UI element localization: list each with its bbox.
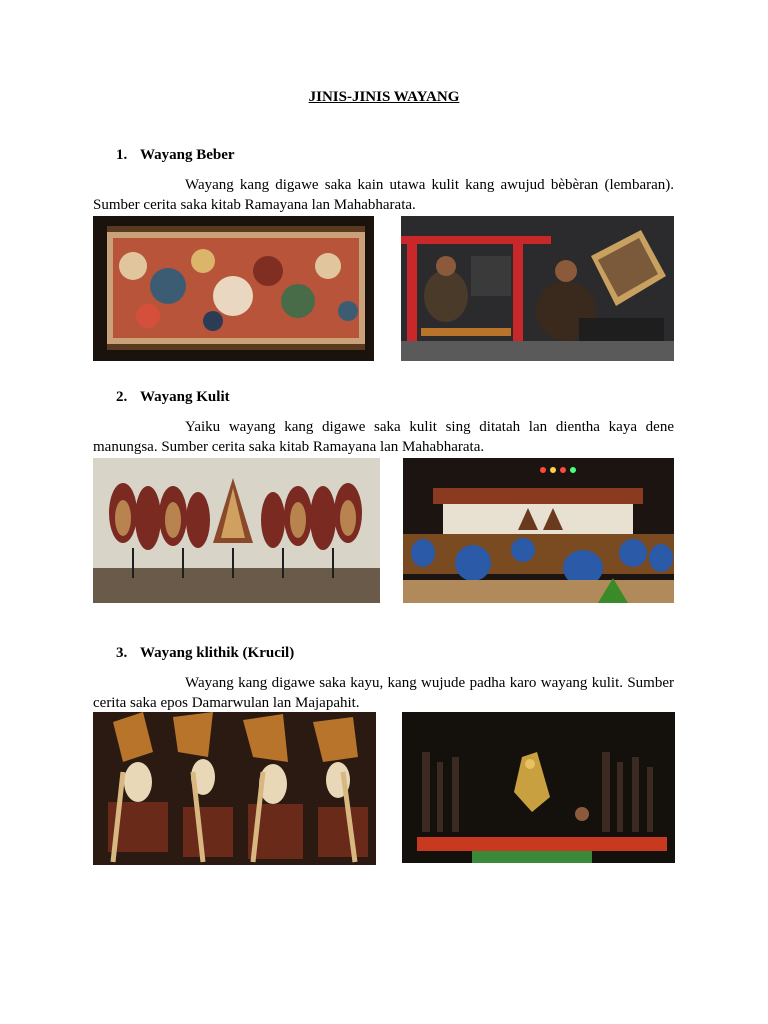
wayang-kulit-puppets-photo: [93, 458, 380, 603]
wayang-beber-scroll-photo: [93, 216, 374, 361]
section-number-2: 2.: [116, 389, 128, 405]
section-number-3: 3.: [116, 645, 128, 661]
wayang-klithik-performance-photo: [402, 712, 675, 863]
section-title-3: Wayang klithik (Krucil): [140, 645, 295, 661]
section-heading-3: [116, 644, 294, 662]
section-title-1: Wayang Beber: [140, 147, 235, 163]
wayang-beber-performance-photo: [401, 216, 674, 361]
section-heading-2: [116, 388, 230, 406]
section-number-1: 1.: [116, 147, 128, 163]
section-title-2: Wayang Kulit: [140, 389, 230, 405]
wayang-kulit-gamelan-photo: [403, 458, 674, 603]
page-title: JINIS-JINIS WAYANG: [308, 89, 460, 105]
section-text-1: Wayang kang digawe saka kain utawa kulit kang awujud bèbèran (lembaran). Sumber cerita saka kitab Ramayana lan Mahabharata.: [93, 177, 674, 213]
section-text-2: Yaiku wayang kang digawe saka kulit sing ditatah lan dientha kaya dene manungsa. Sumber cerita saka kitab Ramayana lan Mahabharata.: [93, 419, 674, 455]
section-text-3: Wayang kang digawe saka kayu, kang wujude padha karo wayang kulit. Sumber cerita saka epos Damarwulan lan Majapahit.: [93, 675, 674, 711]
wayang-klithik-puppets-photo: [93, 712, 376, 865]
section-heading-1: [116, 146, 235, 164]
